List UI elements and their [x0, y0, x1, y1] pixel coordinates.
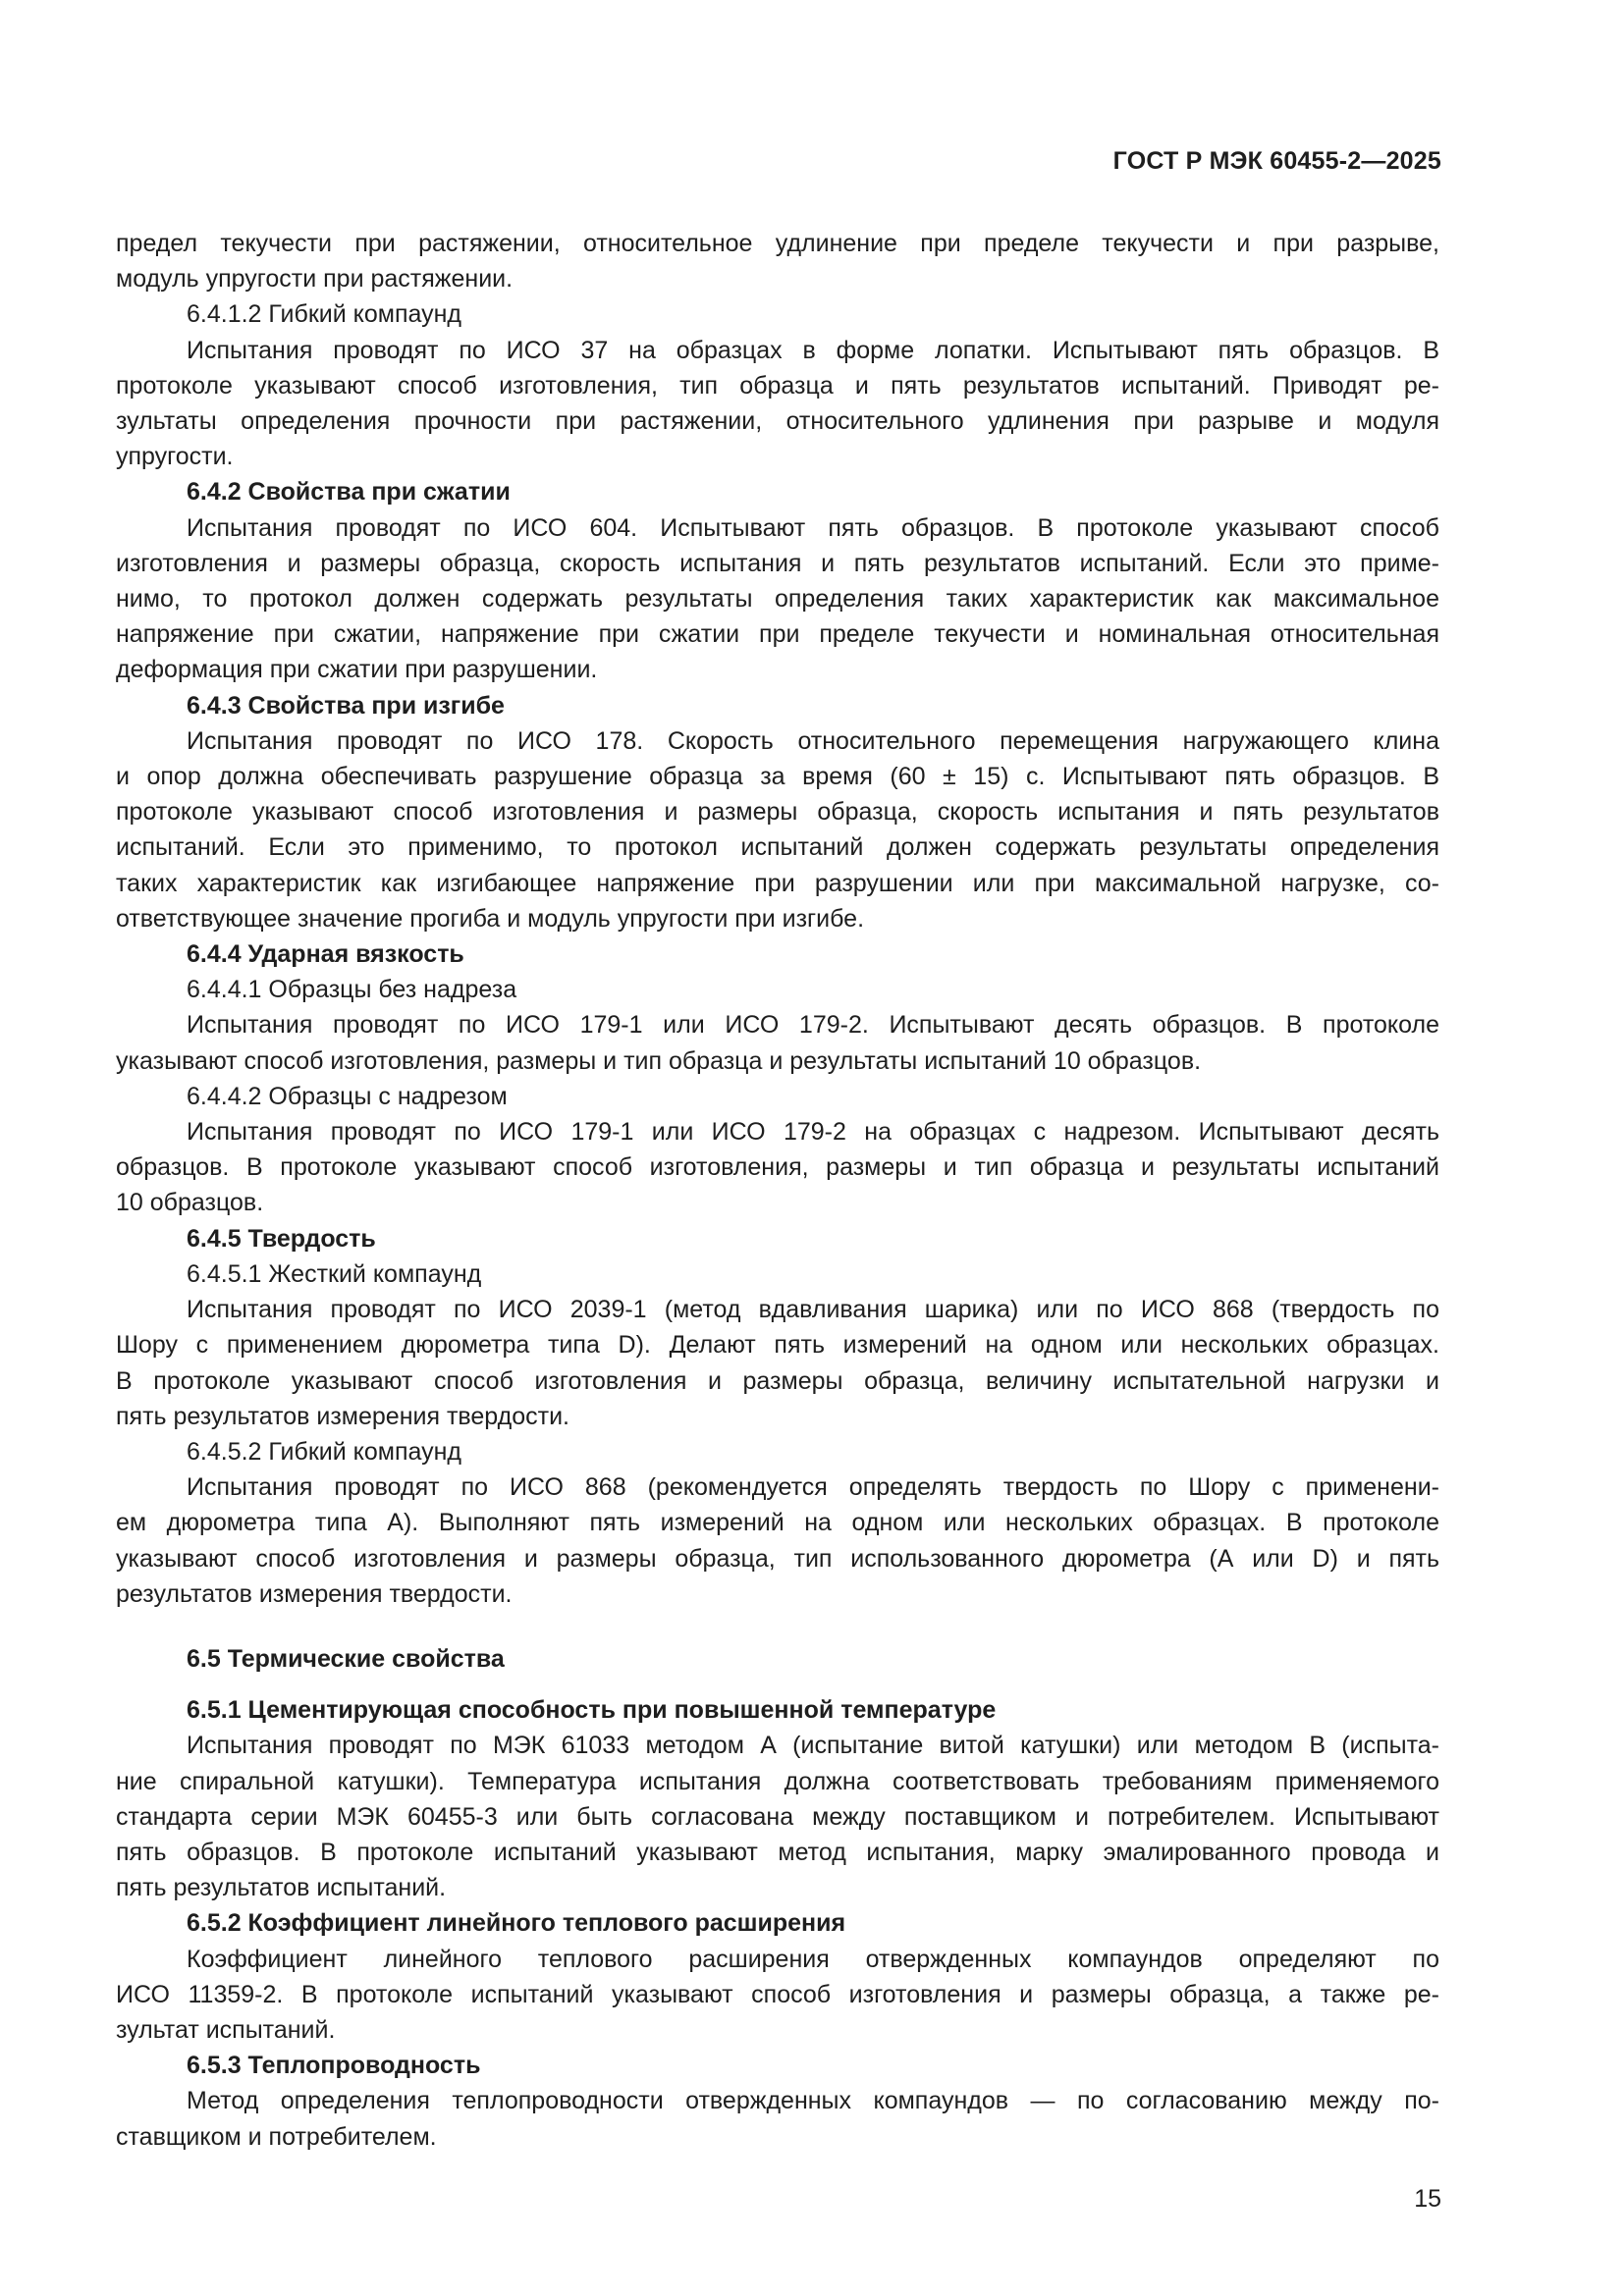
text-line: В протоколе указывают способ изготовления и размеры образца, величину испытательной нагрузки и: [116, 1366, 1439, 1395]
text-line: зультаты определения прочности при растяжении, относительного удлинения при разрыве и модуля: [116, 407, 1439, 436]
text-line: таких характеристик как изгибающее напряжение при разрушении или при максимальной нагрузке, со-: [116, 869, 1439, 897]
text-line: Испытания проводят по МЭК 61033 методом А (испытание витой катушки) или методом В (испыта-: [187, 1732, 1439, 1760]
document-header: ГОСТ Р МЭК 60455-2—2025: [1112, 147, 1441, 175]
subsection-heading: 6.4.4.1 Образцы без надреза: [187, 976, 517, 1004]
section-heading: 6.5.3 Теплопроводность: [187, 2052, 481, 2080]
subsection-heading: 6.4.1.2 Гибкий компаунд: [187, 300, 461, 329]
text-line: Испытания проводят по ИСО 2039-1 (метод вдавливания шарика) или по ИСО 868 (твердость по: [187, 1296, 1439, 1324]
text-line: ставщиком и потребителем.: [116, 2122, 437, 2151]
text-line: Испытания проводят по ИСО 179-1 или ИСО 179-2. Испытывают десять образцов. В протоколе: [187, 1011, 1439, 1040]
section-heading: 6.4.4 Ударная вязкость: [187, 940, 464, 969]
text-line: указывают способ изготовления, размеры и тип образца и результаты испытаний 10 образцов.: [116, 1046, 1202, 1075]
text-line: протоколе указывают способ изготовления, тип образца и пять результатов испытаний. Приводят ре-: [116, 371, 1439, 400]
text-line: нимо, то протокол должен содержать результаты определения таких характеристик как максимальное: [116, 585, 1439, 614]
text-line: 10 образцов.: [116, 1189, 264, 1217]
section-heading: 6.4.3 Свойства при изгибе: [187, 691, 505, 720]
text-line: ИСО 11359-2. В протоколе испытаний указывают способ изготовления и размеры образца, а также ре-: [116, 1980, 1439, 2008]
section-heading: 6.5.1 Цементирующая способность при повышенной температуре: [187, 1696, 997, 1725]
text-line: результатов измерения твердости.: [116, 1579, 513, 1608]
document-body: [116, 226, 1439, 2155]
text-line: ответствующее значение прогиба и модуль упругости при изгибе.: [116, 904, 865, 933]
text-line: пять результатов испытаний.: [116, 1874, 447, 1902]
text-line: стандарта серии МЭК 60455-3 или быть согласована между поставщиком и потребителем. Испытывают: [116, 1802, 1439, 1831]
text-line: указывают способ изготовления и размеры образца, тип использованного дюрометра (А или D) и пять: [116, 1544, 1439, 1573]
text-line: Испытания проводят по ИСО 868 (рекомендуется определять твердость по Шору с применени-: [187, 1473, 1439, 1502]
section-heading: 6.4.2 Свойства при сжатии: [187, 478, 511, 507]
text-line: Испытания проводят по ИСО 178. Скорость относительного перемещения нагружающего клина: [187, 726, 1439, 755]
text-line: упругости.: [116, 443, 234, 471]
text-line: Шору с применением дюрометра типа D). Делают пять измерений на одном или нескольких образцах.: [116, 1331, 1439, 1360]
subsection-heading: 6.4.4.2 Образцы с надрезом: [187, 1082, 508, 1110]
text-line: Испытания проводят по ИСО 604. Испытывают пять образцов. В протоколе указывают способ: [187, 513, 1439, 542]
text-line: пять образцов. В протоколе испытаний указывают метод испытания, марку эмалированного провода и: [116, 1838, 1439, 1866]
text-line: Испытания проводят по ИСО 37 на образцах в форме лопатки. Испытывают пять образцов. В: [187, 336, 1439, 364]
text-line: Коэффициент линейного теплового расширения отвержденных компаундов определяют по: [187, 1945, 1439, 1973]
subsection-heading: 6.4.5.1 Жесткий компаунд: [187, 1259, 482, 1288]
section-heading: 6.4.5 Твердость: [187, 1224, 376, 1253]
text-line: Испытания проводят по ИСО 179-1 или ИСО 179-2 на образцах с надрезом. Испытывают десять: [187, 1118, 1439, 1147]
text-line: изготовления и размеры образца, скорость испытания и пять результатов испытаний. Если это приме-: [116, 549, 1439, 577]
text-line: деформация при сжатии при разрушении.: [116, 656, 598, 684]
text-line: напряжение при сжатии, напряжение при сжатии при пределе текучести и номинальная относительная: [116, 620, 1439, 649]
text-line: пять результатов измерения твердости.: [116, 1402, 569, 1430]
section-heading: 6.5.2 Коэффициент линейного теплового расширения: [187, 1909, 846, 1938]
text-line: ние спиральной катушки). Температура испытания должна соответствовать требованиям применяемого: [116, 1767, 1439, 1795]
text-line: зультат испытаний.: [116, 2015, 336, 2044]
section-heading: 6.5 Термические свойства: [187, 1644, 505, 1673]
text-line: испытаний. Если это применимо, то протокол испытаний должен содержать результаты определения: [116, 833, 1439, 862]
text-line: ем дюрометра типа А). Выполняют пять измерений на одном или нескольких образцах. В протоколе: [116, 1509, 1439, 1537]
text-line: протоколе указывают способ изготовления и размеры образца, скорость испытания и пять результатов: [116, 798, 1439, 827]
text-line: Метод определения теплопроводности отвержденных компаундов — по согласованию между по-: [187, 2087, 1439, 2115]
text-line: и опор должна обеспечивать разрушение образца за время (60 ± 15) с. Испытывают пять образцов. В: [116, 763, 1439, 791]
page-number: 15: [1414, 2185, 1441, 2213]
text-line: модуль упругости при растяжении.: [116, 265, 514, 294]
subsection-heading: 6.4.5.2 Гибкий компаунд: [187, 1437, 461, 1466]
text-line: образцов. В протоколе указывают способ изготовления, размеры и тип образца и результаты испытаний: [116, 1153, 1439, 1182]
text-line: предел текучести при растяжении, относительное удлинение при пределе текучести и при разрыве,: [116, 230, 1439, 257]
